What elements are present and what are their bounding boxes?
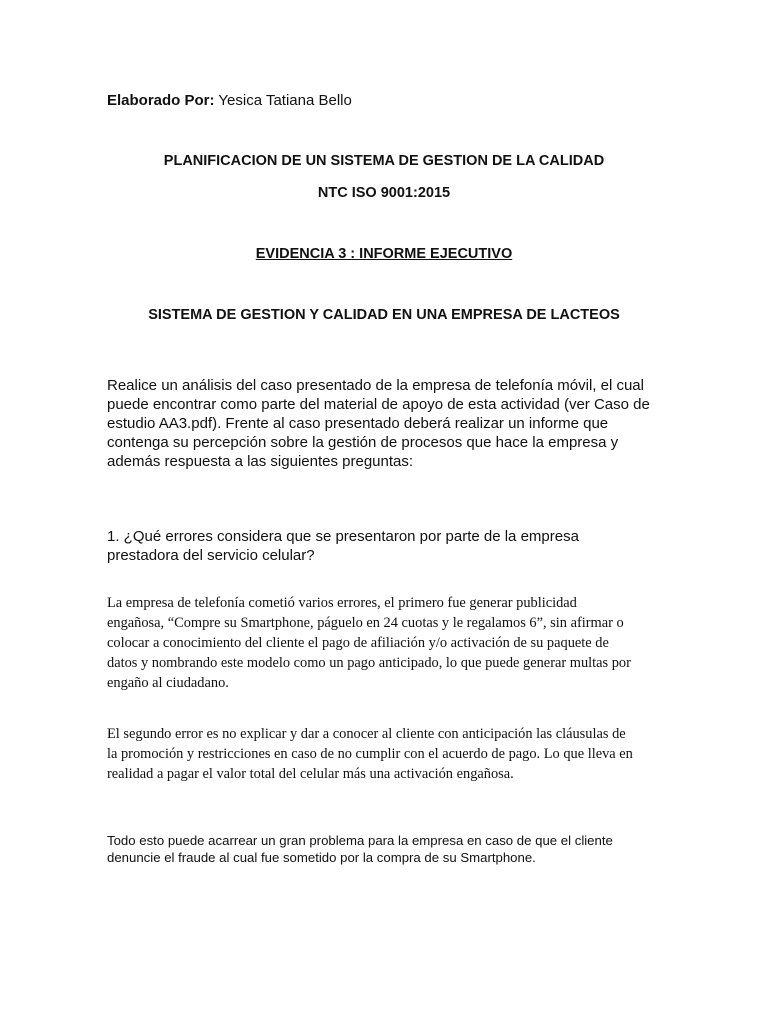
author-name: Yesica Tatiana Bello: [218, 92, 352, 109]
answer-line: El segundo error es no explicar y dar a conocer al cliente con anticipación las cláusulas de: [107, 726, 626, 742]
intro-line: puede encontrar como parte del material de apoyo de esta actividad (ver Caso de: [107, 396, 650, 413]
author-label: Elaborado Por:: [107, 92, 215, 109]
author-line: [107, 92, 352, 109]
answer-line: La empresa de telefonía cometió varios errores, el primero fue generar publicidad: [107, 595, 577, 611]
answer-line: la promoción y restricciones en caso de no cumplir con el acuerdo de pago. Lo que lleva en: [107, 746, 633, 762]
answer-line: datos y nombrando este modelo como un pago anticipado, lo que puede generar multas por: [107, 655, 631, 671]
intro-line: Realice un análisis del caso presentado de la empresa de telefonía móvil, el cual: [107, 377, 644, 394]
closing-line: denuncie el fraude al cual fue sometido por la compra de su Smartphone.: [107, 850, 536, 865]
answer-line: realidad a pagar el valor total del celular más una activación engañosa.: [107, 766, 514, 782]
question-line: prestadora del servicio celular?: [107, 547, 315, 564]
evidence-title: EVIDENCIA 3 : INFORME EJECUTIVO: [255, 246, 513, 262]
closing-paragraph: [107, 832, 647, 866]
intro-paragraph: [107, 376, 650, 471]
answer-paragraph-1: [107, 593, 667, 693]
document-title: PLANIFICACION DE UN SISTEMA DE GESTION DE LA CALIDAD: [163, 153, 605, 169]
subject-title: SISTEMA DE GESTION Y CALIDAD EN UNA EMPRESA DE LACTEOS: [148, 307, 620, 323]
question-line: 1. ¿Qué errores considera que se presentaron por parte de la empresa: [107, 528, 579, 545]
answer-line: engaño al ciudadano.: [107, 675, 229, 691]
answer-paragraph-2: [107, 724, 667, 784]
answer-line: colocar a conocimiento del cliente el pago de afiliación y/o activación de su paquete de: [107, 635, 609, 651]
standard-title: NTC ISO 9001:2015: [317, 185, 451, 201]
answer-line: engañosa, “Compre su Smartphone, páguelo en 24 cuotas y le regalamos 6”, sin afirmar o: [107, 615, 624, 631]
intro-line: además respuesta a las siguientes preguntas:: [107, 453, 414, 470]
intro-line: contenga su percepción sobre la gestión de procesos que hace la empresa y: [107, 434, 619, 451]
closing-line: Todo esto puede acarrear un gran problema para la empresa en caso de que el cliente: [107, 833, 613, 848]
question-1: [107, 527, 627, 565]
intro-line: estudio AA3.pdf). Frente al caso presentado deberá realizar un informe que: [107, 415, 609, 432]
